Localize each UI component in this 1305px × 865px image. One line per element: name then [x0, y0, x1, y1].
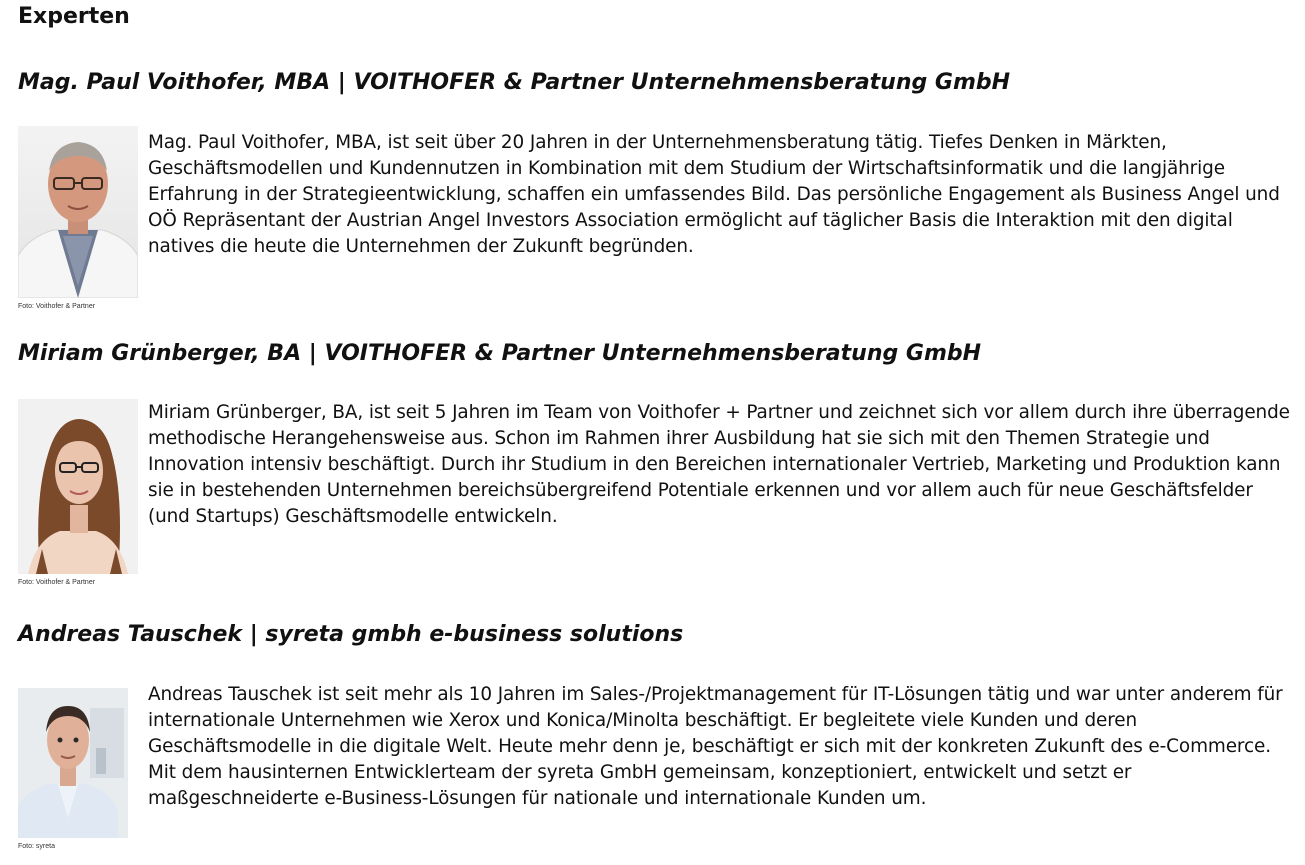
expert-title: Miriam Grünberger, BA | VOITHOFER & Partner Unternehmensberatung GmbH: [18, 341, 982, 366]
expert-photo-block: [18, 126, 138, 311]
expert-bio: Mag. Paul Voithofer, MBA, ist seit über 20 Jahren in der Unternehmensberatung tätig. Tiefes Denken in Märkten, Geschäftsmodellen und Kundennutzen in Kombination mit dem Studium der Wirtschaftsinformatik und die langjährige Erfahrung in der Strategieentwicklung, schaffen ein umfassendes Bild. Das persönliche Engagement als Business Angel und OÖ Repräsentant der Austrian Angel Investors Association ermöglicht auf täglicher Basis die Interaktion mit den digital natives die heute die Unternehmen der Zukunft begründen.: [148, 132, 1280, 257]
portrait-man-glasses-image: [18, 126, 138, 298]
expert-photo-block: [18, 399, 138, 587]
expert-photo-block: [18, 688, 128, 851]
expert-portrait: [18, 126, 138, 298]
expert-title: Mag. Paul Voithofer, MBA | VOITHOFER & Partner Unternehmensberatung GmbH: [18, 70, 1011, 95]
photo-credit: Foto: Voithofer & Partner: [18, 303, 96, 310]
photo-credit: Foto: Voithofer & Partner: [18, 579, 96, 586]
expert-portrait: [18, 399, 138, 574]
expert-title: Andreas Tauschek | syreta gmbh e-business solutions: [18, 622, 684, 647]
expert-bio: Andreas Tauschek ist seit mehr als 10 Jahren im Sales-/Projektmanagement für IT-Lösungen tätig und war unter anderem für internationale Unternehmen wie Xerox und Konica/Minolta beschäftigt. Er begleitete viele Kunden und deren Geschäftsmodelle in die digitale Welt. Heute mehr denn je, beschäftigt er sich mit der konkreten Zukunft des e-Commerce. Mit dem hausinternen Entwicklerteam der syreta GmbH gemeinsam, konzeptioniert, entwickelt und setzt er maßgeschneiderte e-Business-Lösungen für nationale und internationale Kunden um.: [148, 684, 1283, 809]
photo-credit: Foto: syreta: [18, 843, 55, 850]
page-heading: Experten: [18, 4, 130, 29]
portrait-woman-glasses-image: [18, 399, 138, 574]
expert-portrait: [18, 688, 128, 838]
expert-bio: Miriam Grünberger, BA, ist seit 5 Jahren im Team von Voithofer + Partner und zeichnet sich vor allem durch ihre überragende methodische Herangehensweise aus. Schon im Rahmen ihrer Ausbildung hat sie sich mit den Themen Strategie und Innovation intensiv beschäftigt. Durch ihr Studium in den Bereichen internationaler Vertrieb, Marketing und Produktion kann sie in bestehenden Unternehmen bereichsübergreifend Potentiale erkennen und vor allem auch für neue Geschäftsfelder (und Startups) Geschäftsmodelle entwickeln.: [148, 402, 1290, 527]
portrait-man-office-image: [18, 688, 128, 838]
